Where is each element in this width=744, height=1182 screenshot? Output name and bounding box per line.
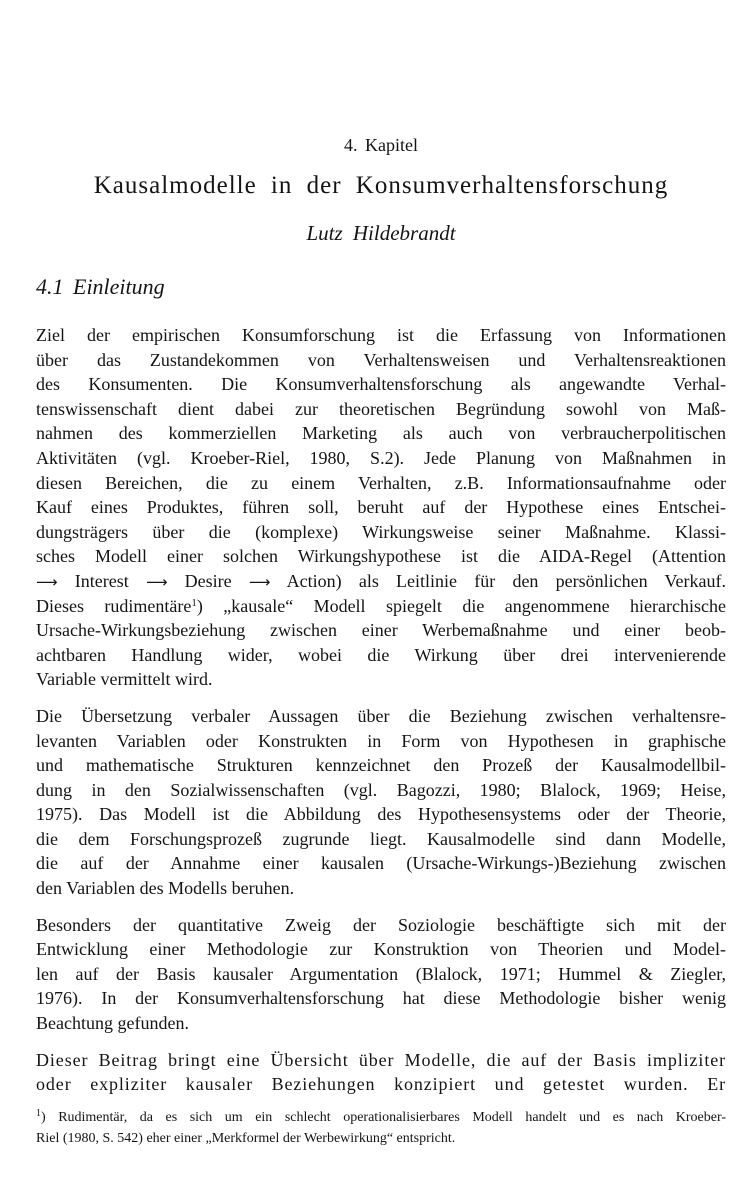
text-line: tenswissenschaft dient dabei zur theoretischen Begründung sowohl von Maß- [36,398,726,419]
text-line: nahmen des kommerziellen Marketing als auch von verbraucherpolitischen [36,423,726,444]
text-line: sches Modell einer solchen Wirkungshypothese ist die AIDA-Regel (Attention [36,546,726,567]
text-line: levanten Variablen oder Konstrukten in Form von Hypothesen in graphische [36,730,726,751]
footnote-mark: 1 [36,1108,41,1119]
text-line: Beachtung gefunden. [36,1013,189,1034]
aida-action: Action) als Leitlinie für den persönlichen Verkauf. [286,570,726,591]
footnote-text: ) Rudimentär, da es sich um ein schlecht operationalisierbares Modell handelt und es nach Kroeber- [41,1110,726,1125]
footnote-line: Riel (1980, S. 542) eher einer „Merkformel der Werbewirkung“ entspricht. [36,1131,456,1146]
text-line: Besonders der quantitative Zweig der Soziologie beschäftigte sich mit der [36,914,726,935]
text-line: achtbaren Handlung wider, wobei die Wirkung über drei intervenierende [36,644,726,665]
text-line: über das Zustandekommen von Verhaltensweisen und Verhaltensreaktionen [36,349,726,370]
text-line: dung in den Sozialwissenschaften (vgl. Bagozzi, 1980; Blalock, 1969; Heise, [36,779,726,800]
text-line: Aktivitäten (vgl. Kroeber-Riel, 1980, S.2). Jede Planung von Maßnahmen in [36,447,726,468]
chapter-number: 4. Kapitel [344,135,418,155]
footnote-line [36,1107,726,1128]
text-line: oder expliziter kausaler Beziehungen konzipiert und getestet wurden. Er [36,1074,726,1095]
paragraph-2 [36,704,726,901]
text-segment: ) „kausale“ Modell spiegelt die angenommene hierarchische [196,595,726,616]
text-line: des Konsumenten. Die Konsumverhaltensforschung als angewandte Verhal- [36,374,726,395]
text-line: 1975). Das Modell ist die Abbildung des Hypothesensystems oder der Theorie, [36,804,726,825]
text-line: die auf der Annahme einer kausalen (Ursache-Wirkungs-)Beziehung zwischen [36,853,726,874]
text-line: len auf der Basis kausaler Argumentation (Blalock, 1971; Hummel & Ziegler, [36,963,726,984]
aida-line [36,569,726,594]
text-line: den Variablen des Modells beruhen. [36,878,295,899]
chapter-title: Kausalmodelle in der Konsumverhaltensforschung [93,172,669,199]
section-heading: 4.1 Einleitung [36,274,165,299]
paragraph-3 [36,913,726,1036]
arrow-right-icon: ⟶ [36,572,58,591]
text-line: Die Übersetzung verbaler Aussagen über die Beziehung zwischen verhaltensre- [36,705,726,726]
arrow-right-icon: ⟶ [145,572,168,591]
text-line: Dieser Beitrag bringt eine Übersicht über Modelle, die auf der Basis impliziter [36,1049,726,1070]
paragraph-1 [36,323,726,692]
text-line: Ursache-Wirkungsbeziehung zwischen einer Werbemaßnahme und einer beob- [36,620,726,641]
text-line: dungsträgers über die (komplexe) Wirkungsweise seiner Maßnahme. Klassi- [36,521,726,542]
text-line: Variable vermittelt wird. [36,669,213,690]
text-line: Entwicklung einer Methodologie zur Konstruktion von Theorien und Model- [36,939,726,960]
text-line: die dem Forschungsprozeß zugrunde liegt. Kausalmodelle sind dann Modelle, [36,828,726,849]
author-name: Lutz Hildebrandt [306,221,456,245]
aida-interest: Interest [74,570,129,591]
body-text [36,323,726,1109]
text-line: und mathematische Strukturen kennzeichnet den Prozeß der Kausalmodellbil- [36,755,726,776]
text-line: 1976). In der Konsumverhaltensforschung hat diese Methodologie bisher wenig [36,988,726,1009]
text-line: diesen Bereichen, die zu einem Verhalten, z.B. Informationsaufnahme oder [36,472,726,493]
footnote [36,1107,726,1149]
text-segment: Dieses rudimentäre [36,595,192,616]
text-line: Ziel der empirischen Konsumforschung ist die Erfassung von Informationen [36,325,726,345]
text-line: Kauf eines Produktes, führen soll, beruht auf der Hypothese eines Entschei- [36,497,726,518]
aida-desire: Desire [184,570,232,591]
paragraph-4 [36,1048,726,1097]
footnote-reference[interactable]: 1 [191,596,197,609]
arrow-right-icon: ⟶ [248,572,271,591]
text-line-with-footnote [36,594,726,619]
